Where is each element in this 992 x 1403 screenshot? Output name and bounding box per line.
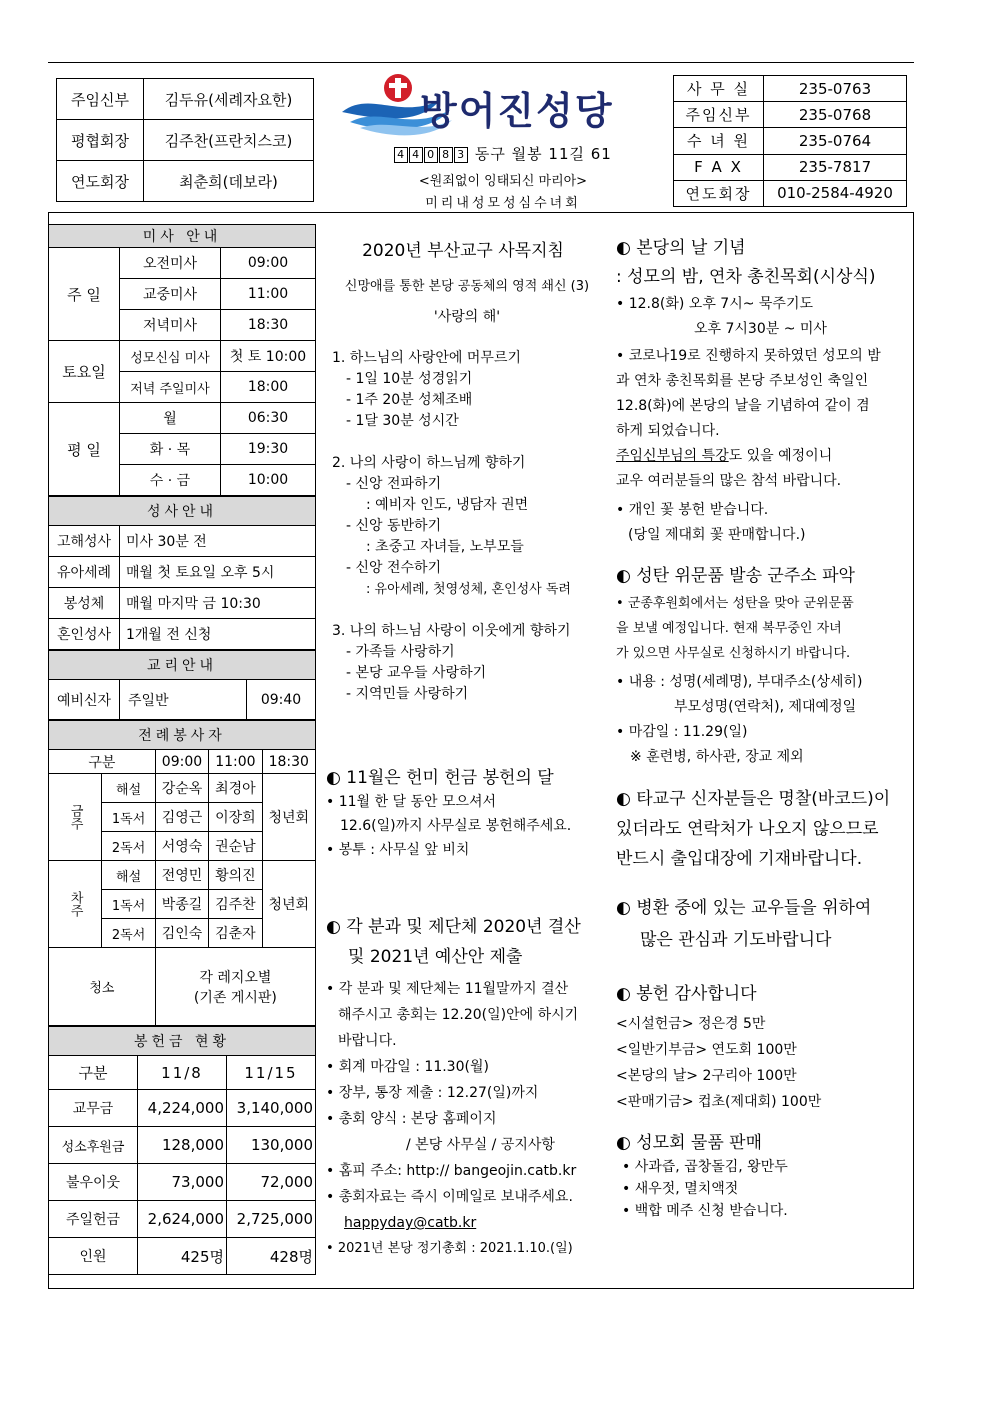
parish-day-line: • 12.8(화) 오후 7시~ 묵주기도 xyxy=(616,292,912,317)
role-label: 1독서 xyxy=(102,803,155,832)
half-circle-icon: ◐ xyxy=(616,1133,631,1153)
half-circle-icon: ◐ xyxy=(326,768,341,788)
officer-label: 평협회장 xyxy=(57,120,144,161)
thanks-list xyxy=(616,1011,912,1115)
server-name: 최경아 xyxy=(209,774,262,803)
list-item: - 본당 교우들 사랑하기 xyxy=(346,665,487,681)
officer-row xyxy=(57,120,314,161)
officer-label: 주임신부 xyxy=(57,79,144,120)
army-line: 을 보낼 예정입니다. 현재 복무중인 자녀 xyxy=(616,621,842,636)
contact-row xyxy=(674,102,907,128)
server-name: 김춘자 xyxy=(209,919,262,948)
sacrament-label: 혼인성사 xyxy=(49,619,120,650)
thanks-item: <시설헌금> 정은경 5만 xyxy=(616,1016,766,1032)
thanks-item: <본당의 날> 2구리아 100만 xyxy=(616,1068,797,1084)
list-item: - 가족들 사랑하기 xyxy=(346,644,455,660)
postcode-digit: 4 xyxy=(409,147,423,163)
parish-day-line: 12.8(화)에 본당의 날을 기념하여 같이 겸 xyxy=(616,398,870,414)
half-circle-icon: ◐ xyxy=(616,789,631,809)
half-circle-icon: ◐ xyxy=(616,238,631,258)
list-item: : 예비자 인도, 냉담자 권면 xyxy=(366,497,529,513)
servers-head: 18:30 xyxy=(262,750,315,774)
half-circle-icon: ◐ xyxy=(326,917,341,937)
server-name: 김주찬 xyxy=(209,890,262,919)
right-column xyxy=(616,236,912,1222)
november-line: 12.6(일)까지 사무실로 봉헌해주세요. xyxy=(340,818,572,834)
contact-label: 연도회장 xyxy=(674,180,764,206)
guideline-year-name: '사랑의 해' xyxy=(433,309,501,325)
offering-value: 2,725,000 xyxy=(227,1201,316,1238)
mass-time: 09:00 xyxy=(221,248,316,279)
role-label: 해설 xyxy=(102,861,155,890)
parish-day-line: • 코로나19로 진행하지 못하였던 성모의 밤 xyxy=(616,344,912,369)
sacrament-value: 미사 30분 전 xyxy=(120,526,316,557)
mass-name: 월 xyxy=(120,403,221,434)
motto: <원죄없이 잉태되신 마리아> xyxy=(418,174,588,189)
contact-row xyxy=(674,180,907,206)
role-label: 2독서 xyxy=(102,832,155,861)
contact-value: 235-0764 xyxy=(764,128,907,154)
server-name: 서영숙 xyxy=(155,832,208,861)
server-name: 전영민 xyxy=(155,861,208,890)
cleaning-line: 각 레지오별 xyxy=(199,969,272,986)
budget-section xyxy=(326,914,616,1262)
offering-head: 구분 xyxy=(49,1056,138,1090)
mass-name: 교중미사 xyxy=(120,279,221,310)
mass-title: 미사 안내 xyxy=(49,225,316,248)
november-line: • 11월 한 달 동안 모으셔서 xyxy=(326,790,616,814)
army-title xyxy=(616,564,912,589)
sacrament-value: 매월 마지막 금 10:30 xyxy=(120,588,316,619)
sacrament-table xyxy=(48,496,316,650)
budget-line: • 2021년 본당 정기총회 : 2021.1.10.(일) xyxy=(326,1236,616,1262)
offering-label: 성소후원금 xyxy=(49,1127,138,1164)
postcode-digit: 0 xyxy=(424,147,438,163)
officer-label: 연도회장 xyxy=(57,161,144,202)
budget-line: • 회계 마감일 : 11.30(월) xyxy=(326,1054,616,1080)
offering-value: 72,000 xyxy=(227,1164,316,1201)
army-line: • 군종후원회에서는 성탄을 맞아 군위문품 xyxy=(616,591,912,616)
mass-name: 수 · 금 xyxy=(120,465,221,496)
list-item: - 1주 20분 성체조배 xyxy=(346,392,473,408)
contact-row xyxy=(674,128,907,154)
server-group: 청년회 xyxy=(262,774,315,861)
visitor-line: 반드시 출입대장에 기재바랍니다. xyxy=(616,849,863,869)
church-name: 방어진성당 xyxy=(420,89,614,133)
server-name: 이장희 xyxy=(209,803,262,832)
sacrament-title: 성사안내 xyxy=(49,497,316,526)
top-rule xyxy=(48,62,914,63)
visitor-line-text: 타교구 신자분들은 명찰(바코드)이 xyxy=(636,789,891,809)
sick-line-text: 병환 중에 있는 교우들을 위하여 xyxy=(636,898,872,918)
servers-title: 전례봉사자 xyxy=(49,721,316,750)
address-text: 동구 월봉 11길 61 xyxy=(474,145,612,163)
servers-head: 구분 xyxy=(49,750,156,774)
thanks-item: <판매기금> 컵초(제대회) 100만 xyxy=(616,1094,822,1110)
contact-value: 235-0768 xyxy=(764,102,907,128)
parish-day-line xyxy=(616,444,912,469)
mass-name: 화 · 목 xyxy=(120,434,221,465)
list-item: - 신앙 전파하기 xyxy=(346,476,442,492)
sale-item: • 새우젓, 멸치액젓 xyxy=(622,1178,912,1200)
postcode-digit: 8 xyxy=(439,147,453,163)
mass-time: 첫 토 10:00 xyxy=(221,341,316,372)
address xyxy=(362,143,644,164)
mass-name: 저녁 주일미사 xyxy=(120,372,221,403)
budget-line: / 본당 사무실 / 공지사항 xyxy=(406,1137,555,1153)
army-title-text: 성탄 위문품 발송 군주소 파악 xyxy=(636,566,855,586)
parish-day-title-text: 본당의 날 기념 xyxy=(636,238,746,258)
offering-label: 불우이웃 xyxy=(49,1164,138,1201)
parish-day-line: 과 연차 총친목회를 본당 주보성인 축일인 xyxy=(616,373,869,389)
sunday-label: 주 일 xyxy=(49,248,120,341)
budget-line: 바랍니다. xyxy=(338,1033,397,1049)
list-item: - 1일 10분 성경읽기 xyxy=(346,371,473,387)
contact-value: 235-7817 xyxy=(764,154,907,180)
officer-row xyxy=(57,161,314,202)
parish-day-line: 오후 7시30분 ~ 미사 xyxy=(694,321,827,337)
budget-line: • 장부, 통장 제출 : 12.27(일)까지 xyxy=(326,1080,616,1106)
guideline-list xyxy=(322,348,612,705)
server-name: 황의진 xyxy=(209,861,262,890)
list-spacer xyxy=(332,600,612,621)
list-item: 2. 나의 사랑이 하느님께 향하기 xyxy=(332,455,526,471)
cleaning-line: (기존 게시판) xyxy=(193,989,277,1006)
half-circle-icon: ◐ xyxy=(616,898,631,918)
doctrine-title: 교리안내 xyxy=(49,651,316,680)
officer-value: 김두유(세례자요한) xyxy=(144,79,314,120)
offering-value: 73,000 xyxy=(138,1164,227,1201)
doctrine-table xyxy=(48,650,316,720)
thanks-title xyxy=(616,982,912,1007)
contact-value: 010-2584-4920 xyxy=(764,180,907,206)
contact-label: F A X xyxy=(674,154,764,180)
army-line: 부모성명(연락처), 제대예정일 xyxy=(674,699,857,715)
sale-title-text: 성모회 물품 판매 xyxy=(636,1133,763,1153)
weekday-label: 평 일 xyxy=(49,403,120,496)
contact-label: 수 녀 원 xyxy=(674,128,764,154)
budget-title-2: 및 2021년 예산안 제출 xyxy=(348,947,523,967)
mass-time: 18:00 xyxy=(221,372,316,403)
list-item: - 지역민들 사랑하기 xyxy=(346,686,469,702)
sick-line: 많은 관심과 기도바랍니다 xyxy=(640,930,832,950)
parish-day-line: 교우 여러분들의 많은 참석 바랍니다. xyxy=(616,473,842,489)
header-officers-table xyxy=(56,78,314,202)
budget-line: • 각 분과 및 제단체는 11월말까지 결산 xyxy=(326,976,616,1002)
nuns-congregation: 미리내성모성심수녀회 xyxy=(425,196,581,211)
army-line: 가 있으면 사무실로 신청하시기 바랍니다. xyxy=(616,646,851,661)
server-name: 김인숙 xyxy=(155,919,208,948)
parish-day-line-text: 도 있을 예정이니 xyxy=(728,448,833,464)
parish-day-subtitle: : 성모의 밤, 연차 총친목회(시상식) xyxy=(616,267,876,287)
army-line: • 마감일 : 11.29(일) xyxy=(616,720,912,745)
officer-row xyxy=(57,79,314,120)
guideline-title: 2020년 부산교구 사목지침 xyxy=(362,241,564,261)
offering-value: 4,224,000 xyxy=(138,1090,227,1127)
cleaning-label: 청소 xyxy=(49,948,156,1026)
offering-label: 주일헌금 xyxy=(49,1201,138,1238)
contact-row xyxy=(674,154,907,180)
parish-day-line: (당일 제대회 꽃 판매합니다.) xyxy=(628,527,806,543)
server-name: 박종길 xyxy=(155,890,208,919)
budget-title-text: 각 분과 및 제단체 2020년 결산 xyxy=(346,917,581,937)
list-item: 1. 하느님의 사랑안에 머무르기 xyxy=(332,350,521,366)
server-name: 강순옥 xyxy=(155,774,208,803)
sacrament-label: 봉성체 xyxy=(49,588,120,619)
contact-value: 235-0763 xyxy=(764,76,907,102)
november-title xyxy=(326,766,616,790)
offering-head: 11/8 xyxy=(138,1056,227,1090)
mass-table xyxy=(48,224,316,496)
sale-list xyxy=(616,1156,912,1222)
mass-name: 성모신심 미사 xyxy=(120,341,221,372)
header-contacts-table xyxy=(673,75,907,207)
mass-name: 저녁미사 xyxy=(120,310,221,341)
parish-day-line: 하게 되었습니다. xyxy=(616,423,720,439)
list-item: - 신앙 전수하기 xyxy=(346,560,442,576)
list-item: : 초중고 자녀들, 노부모들 xyxy=(366,539,524,555)
role-label: 2독서 xyxy=(102,919,155,948)
doctrine-label: 예비신자 xyxy=(49,680,120,720)
budget-line: • 총회자료는 즉시 이메일로 보내주세요. xyxy=(326,1184,616,1210)
mass-time: 11:00 xyxy=(221,279,316,310)
budget-line: 해주시고 총회는 12.20(일)안에 하시기 xyxy=(338,1007,579,1023)
postcode-digit: 4 xyxy=(394,147,408,163)
sacrament-value: 1개월 전 신청 xyxy=(120,619,316,650)
parish-day-line: • 개인 꽃 봉헌 받습니다. xyxy=(616,498,912,523)
budget-line: • 총회 양식 : 본당 홈페이지 xyxy=(326,1106,616,1132)
list-item: - 신앙 동반하기 xyxy=(346,518,442,534)
offering-value: 128,000 xyxy=(138,1127,227,1164)
budget-title xyxy=(326,914,616,940)
november-line: • 봉투 : 사무실 앞 비치 xyxy=(326,838,616,862)
sale-item: • 백합 메주 신청 받습니다. xyxy=(622,1200,912,1222)
offering-value: 3,140,000 xyxy=(227,1090,316,1127)
half-circle-icon: ◐ xyxy=(616,984,631,1004)
offering-label: 교무금 xyxy=(49,1090,138,1127)
middle-column xyxy=(322,236,612,1256)
offering-value: 130,000 xyxy=(227,1127,316,1164)
thanks-item: <일반기부금> 연도회 100만 xyxy=(616,1042,797,1058)
sale-title xyxy=(616,1131,912,1156)
november-section xyxy=(326,766,616,862)
officer-value: 최춘희(데보라) xyxy=(144,161,314,202)
half-circle-icon: ◐ xyxy=(616,566,631,586)
offering-table xyxy=(48,1026,316,1275)
list-spacer xyxy=(332,432,612,453)
mass-time: 10:00 xyxy=(221,465,316,496)
list-item: : 유아세례, 첫영성체, 혼인성사 독려 xyxy=(366,582,571,597)
offering-head: 11/15 xyxy=(227,1056,316,1090)
doctrine-time: 09:40 xyxy=(247,680,316,720)
army-line: ※ 훈련병, 하사관, 장교 제외 xyxy=(630,749,804,765)
contact-label: 사 무 실 xyxy=(674,76,764,102)
offering-value: 428명 xyxy=(227,1238,316,1275)
offering-value: 2,624,000 xyxy=(138,1201,227,1238)
army-line: • 내용 : 성명(세례명), 부대주소(상세히) xyxy=(616,670,912,695)
offering-value: 425명 xyxy=(138,1238,227,1275)
visitor-line xyxy=(616,784,912,814)
november-title-text: 11월은 헌미 헌금 봉헌의 달 xyxy=(346,768,554,788)
servers-head: 11:00 xyxy=(209,750,262,774)
sick-notice xyxy=(616,892,912,956)
postcode-digit: 3 xyxy=(454,147,468,163)
sick-line xyxy=(616,892,912,924)
this-week-label: 금주 xyxy=(49,774,102,861)
special-lecture-text: 주임신부님의 특강 xyxy=(616,448,729,464)
guideline-subtitle: 신망애를 통한 본당 공동체의 영적 쇄신 (3) xyxy=(344,279,590,294)
sacrament-value: 매월 첫 토요일 오후 5시 xyxy=(120,557,316,588)
mass-time: 06:30 xyxy=(221,403,316,434)
budget-email-link[interactable]: happyday@catb.kr xyxy=(344,1215,477,1231)
sidebar xyxy=(48,224,316,1289)
visitor-line: 있더라도 연락처가 나오지 않으므로 xyxy=(616,819,879,839)
mass-time: 19:30 xyxy=(221,434,316,465)
cleaning-value xyxy=(155,948,315,1026)
offering-label: 인원 xyxy=(49,1238,138,1275)
server-name: 김영근 xyxy=(155,803,208,832)
thanks-title-text: 봉헌 감사합니다 xyxy=(636,984,757,1004)
saturday-label: 토요일 xyxy=(49,341,120,403)
parish-day-title xyxy=(616,236,912,261)
mass-name: 오전미사 xyxy=(120,248,221,279)
role-label: 1독서 xyxy=(102,890,155,919)
contact-row xyxy=(674,76,907,102)
mass-time: 18:30 xyxy=(221,310,316,341)
servers-table xyxy=(48,720,316,1026)
servers-head: 09:00 xyxy=(155,750,208,774)
budget-line: • 홈피 주소: http:// bangeojin.catb.kr xyxy=(326,1158,616,1184)
list-item: - 1달 30분 성시간 xyxy=(346,413,459,429)
next-week-label: 차주 xyxy=(49,861,102,948)
contact-label: 주임신부 xyxy=(674,102,764,128)
offering-title: 봉헌금 현황 xyxy=(49,1027,316,1056)
sacrament-label: 고해성사 xyxy=(49,526,120,557)
role-label: 해설 xyxy=(102,774,155,803)
list-item: 3. 나의 하느님 사랑이 이웃에게 향하기 xyxy=(332,623,571,639)
visitor-notice xyxy=(616,784,912,874)
sacrament-label: 유아세례 xyxy=(49,557,120,588)
officer-value: 김주찬(프란치스코) xyxy=(144,120,314,161)
server-group: 청년회 xyxy=(262,861,315,948)
doctrine-value: 주일반 xyxy=(120,680,247,720)
server-name: 권순남 xyxy=(209,832,262,861)
sale-item: • 사과즙, 곱창돌김, 왕만두 xyxy=(622,1156,912,1178)
